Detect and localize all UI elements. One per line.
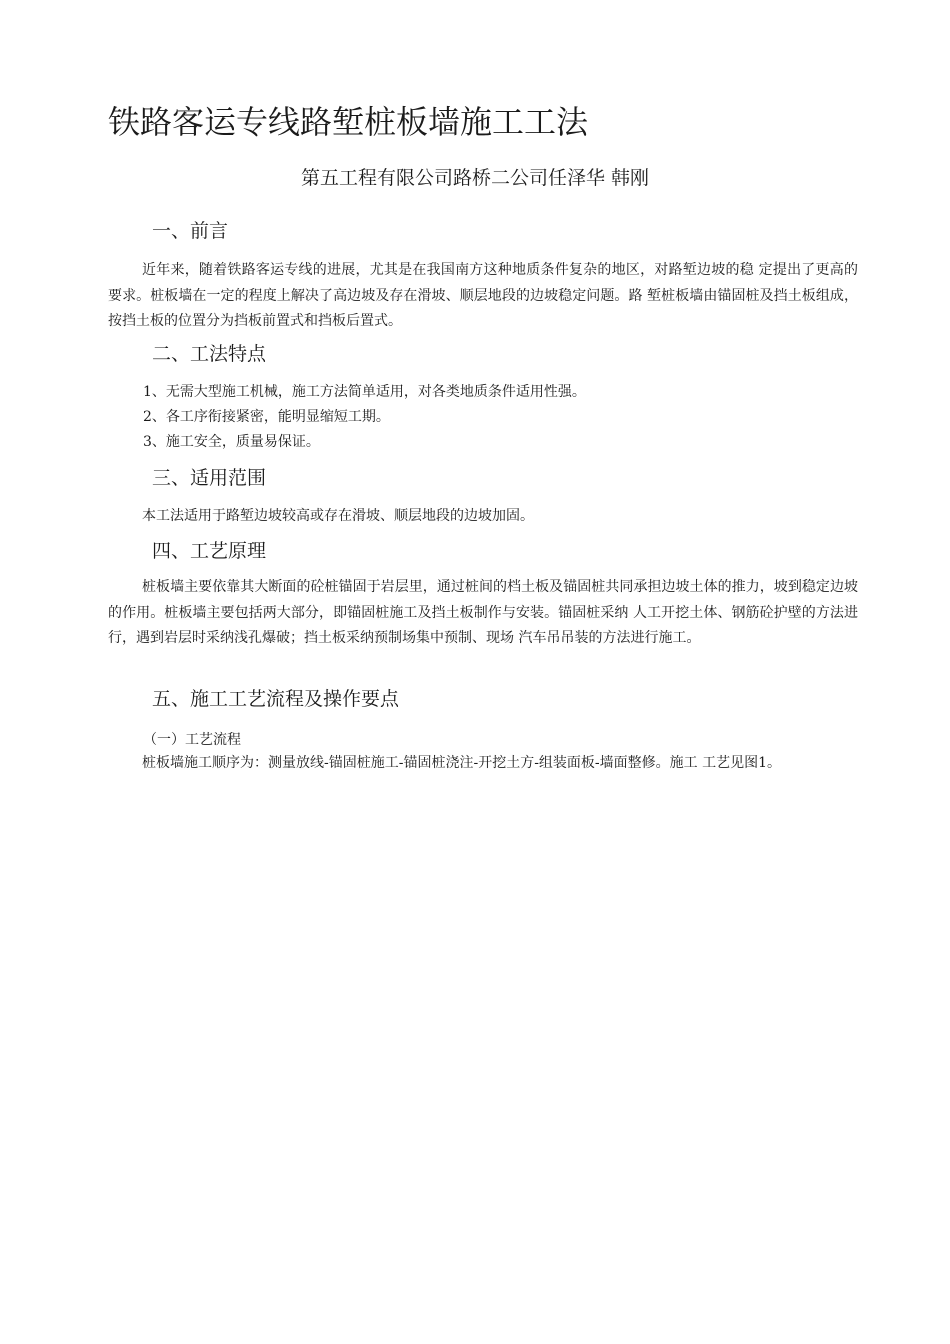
section-paragraph-preface: 近年来，随着铁路客运专线的进展，尤其是在我国南方这种地质条件复杂的地区，对路堑边坡的稳 定提出了更高的要求。桩板墙在一定的程度上解决了高边坡及存在滑坡、顺层地段的边坡稳定问题。路 堑桩板墙由锚固桩及挡土板组成，按挡土板的位置分为挡板前置式和挡板后置式。 [108,262,858,329]
list-item: 1、无需大型施工机械，施工方法简单适用，对各类地质条件适用性强。 [143,384,586,400]
section-paragraph-principle: 桩板墙主要依靠其大断面的砼桩锚固于岩层里，通过桩间的档土板及锚固桩共同承担边坡土体的推力，坡到稳定边坡的作用。桩板墙主要包括两大部分，即锚固桩施工及挡土板制作与安装。锚固桩采纳 人工开挖土体、钢筋砼护壁的方法进行，遇到岩层时采纳浅孔爆破；挡土板采纳预制场集中预制、现场 汽车吊吊装的方法进行施工。 [108,579,858,646]
section-heading-process: 五、施工工艺流程及操作要点 [152,688,400,710]
document-author: 第五工程有限公司路桥二公司任泽华 韩刚 [300,167,650,189]
section-heading-features: 二、工法特点 [152,343,267,365]
section-heading-scope: 三、适用范围 [152,467,267,489]
section-heading-principle: 四、工艺原理 [152,540,267,562]
section-paragraph-scope: 本工法适用于路堑边坡较高或存在滑坡、顺层地段的边坡加固。 [142,508,534,524]
list-item: 3、施工安全，质量易保证。 [143,434,320,450]
list-item: 2、各工序衔接紧密，能明显缩短工期。 [143,409,390,425]
subsection-heading-process-flow: （一）工艺流程 [143,732,241,748]
document-title: 铁路客运专线路堑桩板墙施工工法 [108,103,589,141]
section-paragraph-process: 桩板墙施工顺序为：测量放线-锚固桩施工-锚固桩浇注-开挖土方-组装面板-墙面整修。施工 工艺见图1。 [142,755,782,771]
section-heading-preface: 一、前言 [152,220,229,242]
